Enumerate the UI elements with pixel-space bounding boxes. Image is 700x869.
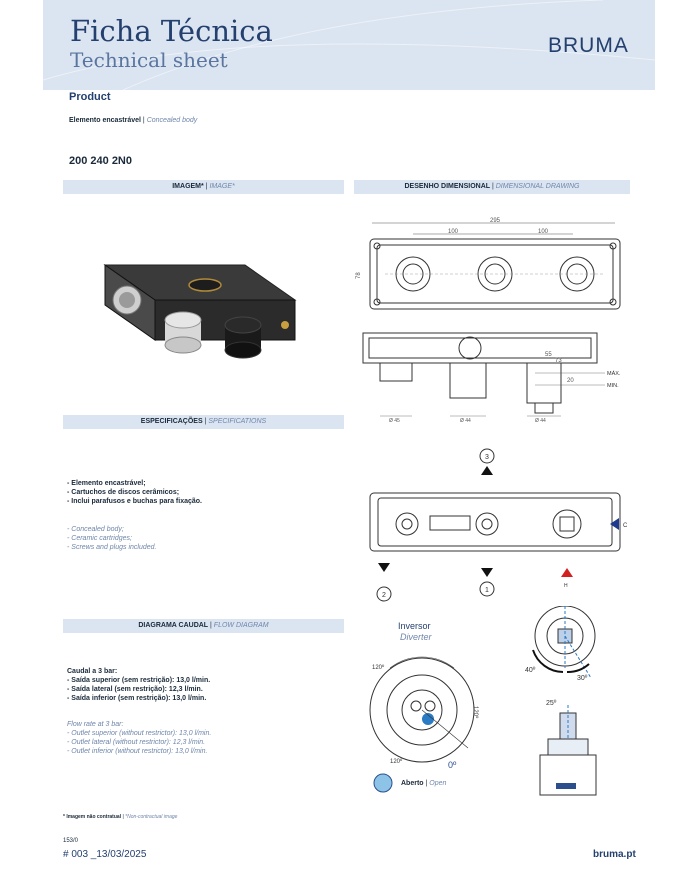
footer-url[interactable]: bruma.pt xyxy=(593,849,636,860)
dimension-top-view xyxy=(355,212,635,312)
spec-en-line: - Concealed body; xyxy=(67,526,124,533)
flow-en-list xyxy=(67,720,211,756)
image-section-bar: IMAGEM* | IMAGE* xyxy=(63,180,344,194)
flow-en-line: - Outlet lateral (without restrictor): 12,3 l/min. xyxy=(67,739,206,746)
arrow-up-icon xyxy=(481,466,493,475)
zero-label: 0º xyxy=(448,760,457,770)
spec-en-line: - Ceramic cartridges; xyxy=(67,535,132,542)
specs-section-bar: ESPECIFICAÇÕES | SPECIFICATIONS xyxy=(63,415,344,429)
spec-pt-line: - Elemento encastrável; xyxy=(67,480,146,487)
open-en: Open xyxy=(429,780,447,787)
dim-100-a: 100 xyxy=(447,229,459,235)
open-indicator-icon xyxy=(373,773,393,793)
cartridge-side-view xyxy=(530,695,620,805)
specs-heading-pt: ESPECIFICAÇÕES xyxy=(140,418,203,425)
footnote-en: *Non-contractual image xyxy=(125,814,178,820)
specs-pt-list xyxy=(67,479,202,506)
spec-en-line: - Screws and plugs included. xyxy=(67,544,157,551)
product-name-en: Concealed body xyxy=(146,117,198,124)
flow-en-line: - Outlet inferior (without restrictor): 13,0 l/min. xyxy=(67,748,208,755)
arrow-left-icon xyxy=(610,518,619,530)
product-code: 200 240 2N0 xyxy=(69,155,132,167)
dim-73: 73 xyxy=(555,358,562,364)
angle-120-c: 120º xyxy=(390,759,403,765)
max-label: MÁX. xyxy=(607,371,621,377)
dim-295: 295 xyxy=(489,218,501,224)
product-label: Product xyxy=(69,91,111,103)
flow-pt-line: - Saída lateral (sem restrição): 12,3 l/min. xyxy=(67,686,203,693)
outlet-1-label: 1 xyxy=(485,587,489,594)
specs-en-list xyxy=(67,525,157,552)
dim-d45: Ø 45 xyxy=(389,418,400,424)
dim-78: 78 xyxy=(356,272,362,279)
angle-120-b: 120º xyxy=(472,706,478,719)
diverter-dial xyxy=(360,650,490,770)
dim-55: 55 xyxy=(545,352,552,358)
outlet-3-label: 3 xyxy=(485,454,489,461)
flow-pt-line: - Saída superior (sem restrição): 13,0 l/min. xyxy=(67,677,211,684)
brand-logo: BRUMA xyxy=(548,34,629,57)
label-c: C xyxy=(623,523,628,529)
open-pt: Aberto xyxy=(401,780,424,787)
dim-d44-a: Ø 44 xyxy=(460,418,471,424)
label-h: H xyxy=(564,583,568,589)
flow-en-title: Flow rate at 3 bar: xyxy=(67,721,124,728)
diverter-title-pt: Inversor xyxy=(398,621,431,631)
arrow-up-red-icon xyxy=(561,568,573,577)
flow-pt-list xyxy=(67,667,210,703)
drawing-heading-pt: DESENHO DIMENSIONAL xyxy=(404,183,491,190)
drawing-section-bar: DESENHO DIMENSIONAL | DIMENSIONAL DRAWING xyxy=(354,180,630,194)
footnote: * Imagem não contratual | *Non-contractual image xyxy=(63,814,178,820)
page-subtitle: Technical sheet xyxy=(70,48,228,72)
diverter-title-en: Diverter xyxy=(400,632,432,642)
image-heading-en: IMAGE* xyxy=(209,183,235,190)
product-name-pt: Elemento encastrável xyxy=(69,117,141,124)
angle-25: 25º xyxy=(546,700,557,707)
page-title: Ficha Técnica xyxy=(70,14,273,48)
dim-20: 20 xyxy=(567,378,574,384)
flow-pt-title: Caudal a 3 bar: xyxy=(67,668,118,675)
flow-pt-line: - Saída inferior (sem restrição): 13,0 l/min. xyxy=(67,695,207,702)
dimension-front-view xyxy=(355,328,635,428)
drawing-heading-en: DIMENSIONAL DRAWING xyxy=(495,183,580,190)
arrow-down-icon xyxy=(481,568,493,577)
outlet-2-label: 2 xyxy=(382,592,386,599)
spec-pt-line: - Inclui parafusos e buchas para fixação. xyxy=(67,498,202,505)
product-image xyxy=(95,245,305,375)
angle-40: 40º xyxy=(525,667,536,674)
specs-heading-en: SPECIFICATIONS xyxy=(208,418,267,425)
footnote-pt: * Imagem não contratual xyxy=(63,814,122,820)
footer-doc-code: # 003 _13/03/2025 xyxy=(63,849,147,860)
product-name: Elemento encastrável | Concealed body xyxy=(69,117,198,124)
open-legend: Aberto | Open xyxy=(401,780,447,787)
arrow-down-icon xyxy=(378,563,390,572)
spec-pt-line: - Cartuchos de discos cerâmicos; xyxy=(67,489,180,496)
diverter-top-view xyxy=(515,606,615,706)
min-label: MIN. xyxy=(607,383,619,389)
dim-100-b: 100 xyxy=(537,229,549,235)
angle-30: 30º xyxy=(577,675,588,682)
flow-heading-pt: DIAGRAMA CAUDAL xyxy=(138,622,209,629)
dim-d44-b: Ø 44 xyxy=(535,418,546,424)
flow-section-bar: DIAGRAMA CAUDAL | FLOW DIAGRAM xyxy=(63,619,344,633)
image-heading-pt: IMAGEM* xyxy=(172,183,204,190)
outlets-view xyxy=(355,448,635,606)
flow-en-line: - Outlet superior (without restrictor): 13,0 l/min. xyxy=(67,730,212,737)
footer-ref: 153/0 xyxy=(63,838,79,844)
angle-120-a: 120º xyxy=(372,665,385,671)
flow-heading-en: FLOW DIAGRAM xyxy=(213,622,269,629)
